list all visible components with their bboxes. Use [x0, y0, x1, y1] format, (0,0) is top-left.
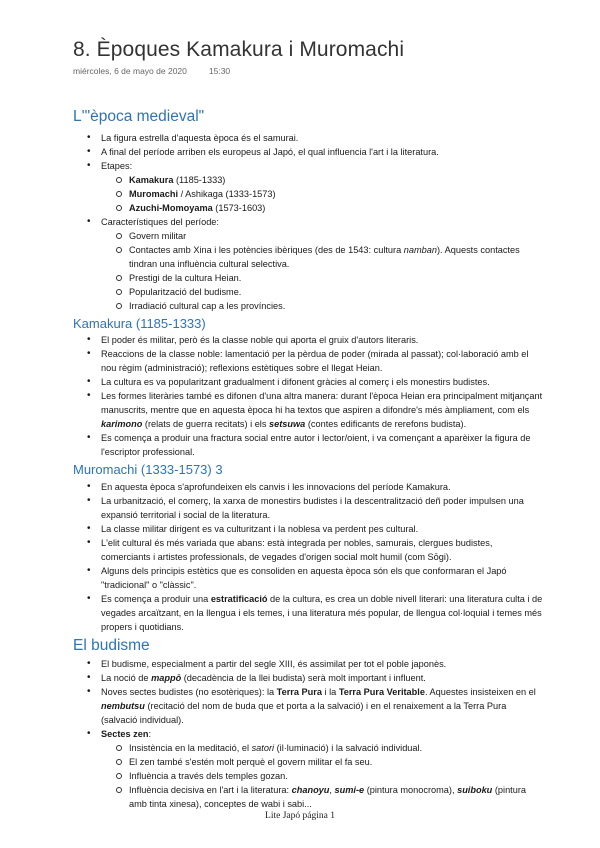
list-item: • Noves sectes budistes (no esotèriques): la Terra Pura i la Terra Pura Veritable. Aquestes insisteixen en el nembutsu (recitació del nom de buda que et porta a la salvació) i en el renaixement a la Terra Pura (salvació individual).	[73, 685, 543, 727]
section-heading-muromachi: Muromachi (1333-1573) 3	[73, 462, 223, 478]
bullet-list	[73, 131, 543, 313]
sub-list-item: Irradiació cultural cap a les províncies.	[101, 299, 543, 313]
list-item: • El poder és militar, però és la classe noble qui aporta el gruix d'autors literaris.	[73, 333, 543, 347]
sub-list-item: Influència a través dels temples gozan.	[101, 769, 543, 783]
list-item: • La noció de mappō (decadència de la llei budista) serà molt important i influent.	[73, 671, 543, 685]
sub-list-item: Popularització del budisme.	[101, 285, 543, 299]
list-item: • La urbanització, el comerç, la xarxa de monestirs budistes i la descentralització deñ poder impulsen una expansió territorial i social de la literatura.	[73, 494, 543, 522]
list-item: • En aquesta època s'aprofundeixen els canvis i les innovacions del període Kamakura.	[73, 480, 543, 494]
date-line	[73, 66, 230, 76]
page-title: 8. Èpoques Kamakura i Muromachi	[73, 38, 405, 61]
list-item: • L'elit cultural és més variada que abans: està integrada per nobles, samurais, clergues budistes, comerciants i artistes professionals, de vegades d'origen social molt humil (com Sōgi).	[73, 536, 543, 564]
section-heading-budisme: El budisme	[73, 636, 150, 654]
sub-list	[101, 229, 543, 313]
sub-list-item: Influència decisiva en l'art i la literatura: chanoyu, sumi-e (pintura monocroma), suiboku (pintura amb tinta xinesa), conceptes de wabi i sabi...	[101, 783, 543, 811]
sub-list-item: Kamakura (1185-1333)	[101, 173, 543, 187]
list-item: • El budisme, especialment a partir del segle XIII, és assimilat per tot el poble japonès.	[73, 657, 543, 671]
list-item: • Etapes: Kamakura (1185-1333) Muromachi / Ashikaga (1333-1573) Azuchi-Momoyama (1573-1603)	[73, 159, 543, 215]
list-item: • Sectes zen: Insistència en la meditació, el satori (il·luminació) i la salvació individual. El zen també s'estén molt perquè el govern militar el fa seu. Influència a través dels temples gozan. Influència decisiva en l'art i la literatura: chanoyu, sumi-e (pintura monocroma), suiboku (pintura amb tinta xinesa), conceptes de wabi i sabi...	[73, 727, 543, 811]
list-item: • Reaccions de la classe noble: lamentació per la pèrdua de poder (mirada al passat); col·laboració amb el nou règim (administració); reflexions estètiques sobre el llegat Heian.	[73, 347, 543, 375]
time-text: 15:30	[208, 66, 231, 76]
date-text: miércoles, 6 de mayo de 2020	[73, 66, 187, 76]
list-item: • La cultura es va popularitzant gradualment i difonent gràcies al comerç i els monestirs budistes.	[73, 375, 543, 389]
sub-list-item: Contactes amb Xina i les potències ibèriques (des de 1543: cultura namban). Aquests contactes tindran una influència cultural selectiva.	[101, 243, 543, 271]
list-item: • Es comença a produir una estratificació de la cultura, es crea un doble nivell literari: una literatura culta i de vegades arcaïtzant, en la llengua i els temes, i una literatura més popular, de llengua col·loquial i temes més propers i quotidians.	[73, 592, 543, 634]
section-heading-kamakura: Kamakura (1185-1333)	[73, 315, 206, 331]
list-item: • A final del període arriben els europeus al Japó, el qual influencia l'art i la literatura.	[73, 145, 543, 159]
sub-list-item: Muromachi / Ashikaga (1333-1573)	[101, 187, 543, 201]
list-item: • Característiques del període: Govern militar Contactes amb Xina i les potències ibèriques (des de 1543: cultura namban). Aquests contactes tindran una influència cultural selectiva. Prestigi de la cultura Heian. Popularització del budisme. Irradiació cultural cap a les províncies.	[73, 215, 543, 313]
sub-list-item: Insistència en la meditació, el satori (il·luminació) i la salvació individual.	[101, 741, 543, 755]
sub-list-item: Govern militar	[101, 229, 543, 243]
bullet-list	[73, 333, 543, 459]
list-item: • Es comença a produir una fractura social entre autor i lector/oient, i va començant a aparèixer la figura de l'escriptor professional.	[73, 431, 543, 459]
bullet-list	[73, 657, 543, 811]
list-item: • Alguns dels principis estètics que es consoliden en aquesta època són els que conformaran el Japó "tradicional" o "clàssic".	[73, 564, 543, 592]
list-item: • La classe militar dirigent es va culturitzant i la noblesa va perdent pes cultural.	[73, 522, 543, 536]
sub-list	[101, 173, 543, 215]
sub-list-item: Azuchi-Momoyama (1573-1603)	[101, 201, 543, 215]
bullet-list	[73, 480, 543, 634]
sub-list-item: Prestigi de la cultura Heian.	[101, 271, 543, 285]
page-footer: Lite Japó página 1	[265, 811, 335, 821]
list-item: • Les formes literàries també es difonen d'una altra manera: durant l'època Heian era principalment mitjançant manuscrits, mentre que en aquesta època hi ha textos que aspiren a difondre's més àmpliament, com els karimono (relats de guerra recitats) i els setsuwa (contes edificants de rerefons budista).	[73, 389, 543, 431]
sub-list	[101, 741, 543, 811]
section-heading-epoca-medieval: L'"època medieval"	[73, 108, 205, 125]
list-item: • La figura estrella d'aquesta època és el samurai.	[73, 131, 543, 145]
sub-list-item: El zen també s'estén molt perquè el govern militar el fa seu.	[101, 755, 543, 769]
page-content	[73, 108, 543, 811]
